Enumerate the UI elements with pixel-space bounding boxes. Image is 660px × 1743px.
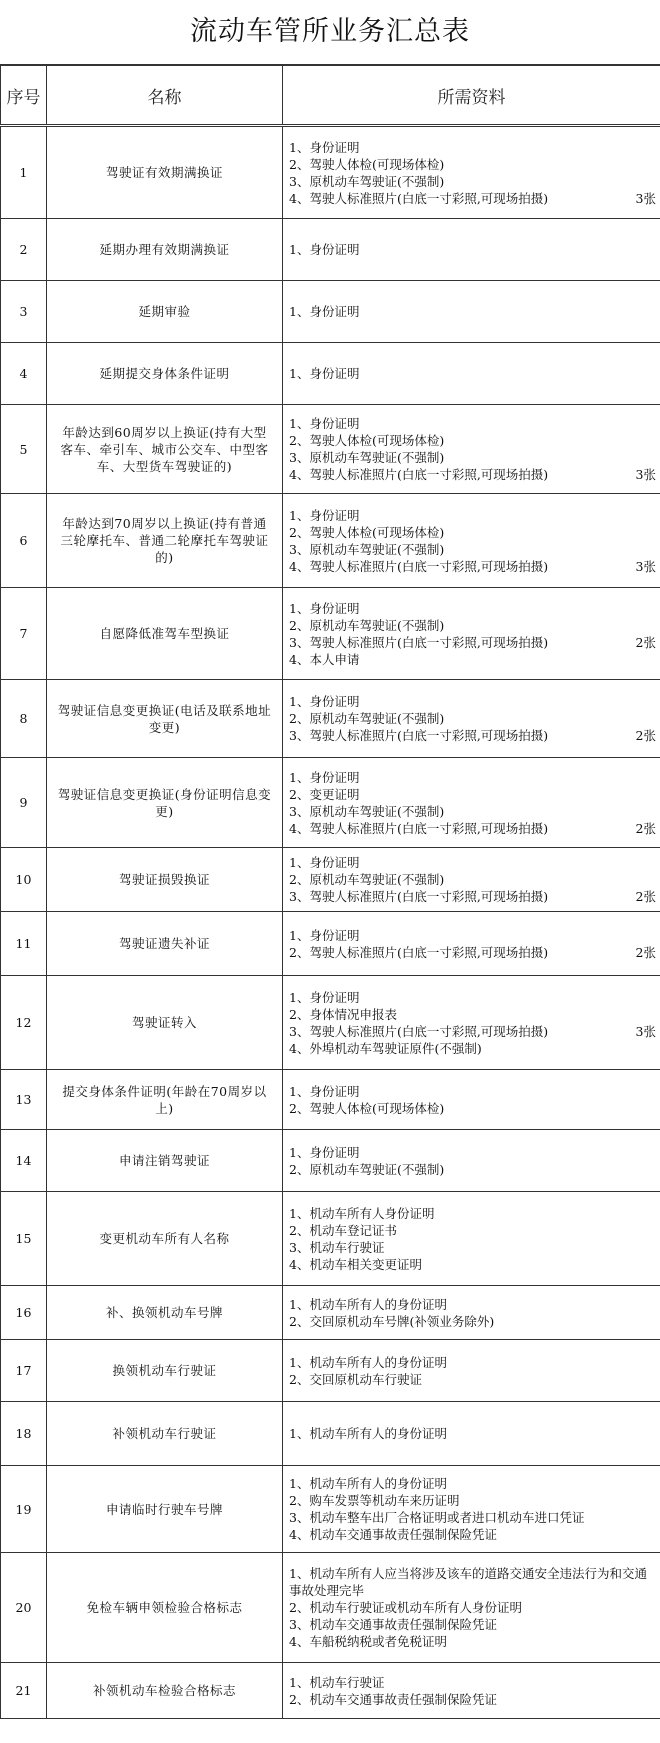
doc-item (289, 541, 656, 558)
doc-item (289, 1256, 656, 1273)
doc-text: 2、原机动车驾驶证(不强制) (289, 1161, 445, 1177)
table-row (1, 680, 660, 758)
doc-text: 2、原机动车驾驶证(不强制) (289, 872, 445, 887)
doc-item (289, 600, 656, 617)
doc-text: 1、机动车所有人的身份证明 (289, 1296, 447, 1312)
table-row (1, 1663, 660, 1719)
doc-item (289, 1222, 656, 1239)
doc-count: 3张 (635, 190, 656, 206)
doc-item (289, 1691, 656, 1708)
doc-text: 3、驾驶人标准照片(白底一寸彩照,可现场拍摄) (289, 634, 549, 650)
table-row (1, 1466, 660, 1553)
row-docs (283, 1070, 660, 1130)
doc-item (289, 415, 656, 432)
row-name: 延期办理有效期满换证 (47, 219, 283, 281)
row-index: 10 (1, 848, 47, 912)
table-row (1, 1340, 660, 1402)
table-row (1, 494, 660, 588)
row-docs (283, 1340, 660, 1402)
row-name: 驾驶证信息变更换证(电话及联系地址变更) (47, 680, 283, 758)
doc-item (289, 303, 656, 320)
doc-item (289, 1144, 656, 1161)
doc-text: 1、身份证明 (289, 366, 360, 381)
doc-text: 1、身份证明 (289, 855, 360, 870)
doc-item (289, 1023, 656, 1040)
doc-item (289, 1371, 656, 1388)
row-docs (283, 343, 660, 405)
row-name: 申请临时行驶车号牌 (47, 1466, 283, 1553)
doc-text: 1、身份证明 (289, 1144, 360, 1160)
row-index: 19 (1, 1466, 47, 1553)
doc-text: 3、原机动车驾驶证(不强制) (289, 173, 445, 189)
table-row (1, 976, 660, 1070)
doc-text: 4、机动车交通事故责任强制保险凭证 (289, 1527, 497, 1542)
doc-text: 2、机动车登记证书 (289, 1222, 397, 1238)
doc-text: 4、机动车相关变更证明 (289, 1256, 422, 1272)
row-docs (283, 912, 660, 976)
doc-count: 2张 (635, 728, 656, 743)
doc-item (289, 871, 656, 888)
table-row (1, 1070, 660, 1130)
doc-text: 4、本人申请 (289, 651, 360, 667)
row-name: 驾驶证损毁换证 (47, 848, 283, 912)
doc-item (289, 888, 656, 905)
row-name: 延期提交身体条件证明 (47, 343, 283, 405)
doc-item (289, 1239, 656, 1256)
row-name: 自愿降低准驾车型换证 (47, 588, 283, 680)
row-name: 驾驶证转入 (47, 976, 283, 1070)
row-docs (283, 588, 660, 680)
row-index: 18 (1, 1402, 47, 1466)
row-index: 20 (1, 1553, 47, 1663)
doc-item (289, 1633, 656, 1650)
doc-item (289, 139, 656, 156)
table-row (1, 126, 660, 219)
doc-item (289, 466, 656, 483)
doc-text: 3、原机动车驾驶证(不强制) (289, 803, 445, 819)
row-index: 7 (1, 588, 47, 680)
doc-text: 3、原机动车驾驶证(不强制) (289, 450, 445, 465)
doc-text: 2、原机动车驾驶证(不强制) (289, 711, 445, 726)
doc-item (289, 989, 656, 1006)
doc-text: 2、驾驶人体检(可现场体检) (289, 156, 445, 172)
doc-count: 3张 (635, 1023, 656, 1039)
row-docs (283, 126, 660, 219)
row-index: 12 (1, 976, 47, 1070)
doc-item (289, 1599, 656, 1616)
doc-text: 2、交回原机动车号牌(补领业务除外) (289, 1313, 495, 1329)
doc-text: 4、外埠机动车驾驶证原件(不强制) (289, 1040, 482, 1056)
row-name: 驾驶证信息变更换证(身份证明信息变更) (47, 758, 283, 848)
table-row (1, 588, 660, 680)
doc-item (289, 1296, 656, 1313)
doc-text: 2、购车发票等机动车来历证明 (289, 1493, 460, 1508)
doc-text: 2、驾驶人标准照片(白底一寸彩照,可现场拍摄) (289, 944, 549, 960)
row-docs (283, 1130, 660, 1192)
table-body (1, 126, 660, 1719)
table-row (1, 1130, 660, 1192)
row-docs (283, 494, 660, 588)
row-name: 补、换领机动车号牌 (47, 1286, 283, 1340)
doc-text: 3、机动车整车出厂合格证明或者进口机动车进口凭证 (289, 1510, 585, 1525)
doc-item (289, 156, 656, 173)
doc-text: 1、身份证明 (289, 139, 360, 155)
doc-item (289, 1040, 656, 1057)
doc-item (289, 1509, 656, 1526)
row-index: 16 (1, 1286, 47, 1340)
row-index: 2 (1, 219, 47, 281)
row-docs (283, 1286, 660, 1340)
doc-item (289, 1526, 656, 1543)
row-index: 8 (1, 680, 47, 758)
row-index: 15 (1, 1192, 47, 1286)
table-row (1, 281, 660, 343)
doc-item (289, 173, 656, 190)
doc-text: 3、机动车行驶证 (289, 1239, 385, 1255)
doc-item (289, 190, 656, 207)
doc-item (289, 727, 656, 744)
row-name: 提交身体条件证明(年龄在70周岁以上) (47, 1070, 283, 1130)
doc-text: 1、身份证明 (289, 769, 360, 785)
doc-text: 3、驾驶人标准照片(白底一寸彩照,可现场拍摄) (289, 1023, 549, 1039)
doc-text: 1、机动车所有人身份证明 (289, 1205, 435, 1221)
table-row (1, 1286, 660, 1340)
doc-count: 3张 (635, 558, 656, 574)
doc-text: 4、驾驶人标准照片(白底一寸彩照,可现场拍摄) (289, 190, 549, 206)
table-row (1, 1192, 660, 1286)
doc-text: 1、机动车所有人的身份证明 (289, 1426, 447, 1441)
doc-text: 1、身份证明 (289, 304, 360, 319)
table-row (1, 848, 660, 912)
doc-item (289, 693, 656, 710)
doc-text: 1、身份证明 (289, 927, 360, 943)
doc-text: 2、驾驶人体检(可现场体检) (289, 1100, 445, 1116)
row-index: 3 (1, 281, 47, 343)
doc-text: 3、原机动车驾驶证(不强制) (289, 541, 445, 557)
row-docs (283, 281, 660, 343)
doc-item (289, 1425, 656, 1442)
header-name: 名称 (47, 66, 283, 126)
doc-item (289, 1475, 656, 1492)
doc-item (289, 1565, 656, 1599)
row-docs (283, 1553, 660, 1663)
row-index: 17 (1, 1340, 47, 1402)
row-docs (283, 1192, 660, 1286)
doc-item (289, 1006, 656, 1023)
doc-text: 2、驾驶人体检(可现场体检) (289, 524, 445, 540)
doc-item (289, 1313, 656, 1330)
row-name: 换领机动车行驶证 (47, 1340, 283, 1402)
doc-text: 1、身份证明 (289, 600, 360, 616)
doc-text: 1、机动车所有人的身份证明 (289, 1354, 447, 1370)
doc-count: 2张 (635, 820, 656, 836)
doc-item (289, 1083, 656, 1100)
table-row (1, 1402, 660, 1466)
table-row (1, 912, 660, 976)
row-name: 年龄达到70周岁以上换证(持有普通三轮摩托车、普通二轮摩托车驾驶证的) (47, 494, 283, 588)
doc-item (289, 507, 656, 524)
row-docs (283, 219, 660, 281)
row-name: 免检车辆申领检验合格标志 (47, 1553, 283, 1663)
doc-item (289, 803, 656, 820)
doc-item (289, 1492, 656, 1509)
doc-item (289, 1205, 656, 1222)
doc-text: 1、身份证明 (289, 416, 360, 431)
table-row (1, 405, 660, 494)
table-row (1, 1553, 660, 1663)
doc-count: 2张 (635, 944, 656, 960)
row-name: 变更机动车所有人名称 (47, 1192, 283, 1286)
doc-item (289, 241, 656, 258)
doc-item (289, 558, 656, 575)
row-docs (283, 848, 660, 912)
row-docs (283, 758, 660, 848)
doc-item (289, 651, 656, 668)
doc-count: 2张 (635, 889, 656, 904)
header-docs: 所需资料 (283, 66, 660, 126)
doc-text: 2、变更证明 (289, 786, 360, 802)
row-name: 延期审验 (47, 281, 283, 343)
doc-item (289, 432, 656, 449)
row-name: 补领机动车行驶证 (47, 1402, 283, 1466)
row-name: 补领机动车检验合格标志 (47, 1663, 283, 1719)
header-index: 序号 (1, 66, 47, 126)
doc-text: 1、机动车行驶证 (289, 1674, 385, 1690)
doc-item (289, 365, 656, 382)
doc-item (289, 710, 656, 727)
doc-item (289, 927, 656, 944)
doc-text: 4、驾驶人标准照片(白底一寸彩照,可现场拍摄) (289, 558, 549, 574)
doc-text: 4、驾驶人标准照片(白底一寸彩照,可现场拍摄) (289, 467, 549, 482)
doc-count: 2张 (635, 634, 656, 650)
doc-item (289, 854, 656, 871)
doc-text: 1、机动车所有人应当将涉及该车的道路交通安全违法行为和交通事故处理完毕 (289, 1566, 647, 1598)
business-table (0, 65, 660, 1719)
row-index: 9 (1, 758, 47, 848)
doc-text: 4、驾驶人标准照片(白底一寸彩照,可现场拍摄) (289, 820, 549, 836)
row-name: 驾驶证有效期满换证 (47, 126, 283, 219)
row-docs (283, 976, 660, 1070)
row-index: 6 (1, 494, 47, 588)
doc-item (289, 1100, 656, 1117)
doc-text: 1、身份证明 (289, 242, 360, 257)
row-index: 14 (1, 1130, 47, 1192)
doc-item (289, 1674, 656, 1691)
row-name: 驾驶证遗失补证 (47, 912, 283, 976)
doc-text: 1、机动车所有人的身份证明 (289, 1476, 447, 1491)
row-index: 11 (1, 912, 47, 976)
row-docs (283, 1663, 660, 1719)
doc-text: 4、车船税纳税或者免税证明 (289, 1634, 447, 1649)
doc-item (289, 786, 656, 803)
doc-text: 2、交回原机动车行驶证 (289, 1371, 422, 1387)
doc-text: 1、身份证明 (289, 507, 360, 523)
table-row (1, 758, 660, 848)
row-index: 4 (1, 343, 47, 405)
doc-count: 3张 (635, 467, 656, 482)
row-index: 1 (1, 126, 47, 219)
doc-text: 3、驾驶人标准照片(白底一寸彩照,可现场拍摄) (289, 728, 549, 743)
doc-item (289, 449, 656, 466)
doc-text: 1、身份证明 (289, 989, 360, 1005)
doc-item (289, 634, 656, 651)
doc-text: 1、身份证明 (289, 1083, 360, 1099)
doc-text: 3、驾驶人标准照片(白底一寸彩照,可现场拍摄) (289, 889, 549, 904)
row-docs (283, 1402, 660, 1466)
doc-item (289, 524, 656, 541)
table-row (1, 219, 660, 281)
doc-item (289, 1616, 656, 1633)
doc-text: 3、机动车交通事故责任强制保险凭证 (289, 1617, 497, 1632)
doc-item (289, 1354, 656, 1371)
doc-item (289, 769, 656, 786)
doc-text: 2、身体情况申报表 (289, 1006, 397, 1022)
doc-text: 2、驾驶人体检(可现场体检) (289, 433, 445, 448)
row-index: 21 (1, 1663, 47, 1719)
row-docs (283, 405, 660, 494)
table-row (1, 343, 660, 405)
doc-text: 2、机动车行驶证或机动车所有人身份证明 (289, 1600, 522, 1615)
doc-text: 2、机动车交通事故责任强制保险凭证 (289, 1691, 497, 1707)
doc-item (289, 1161, 656, 1178)
row-index: 5 (1, 405, 47, 494)
doc-text: 2、原机动车驾驶证(不强制) (289, 617, 445, 633)
doc-item (289, 617, 656, 634)
header-row (1, 66, 660, 126)
row-docs (283, 1466, 660, 1553)
row-name: 申请注销驾驶证 (47, 1130, 283, 1192)
doc-item (289, 820, 656, 837)
doc-text: 1、身份证明 (289, 694, 360, 709)
row-index: 13 (1, 1070, 47, 1130)
row-docs (283, 680, 660, 758)
doc-item (289, 944, 656, 961)
page-title: 流动车管所业务汇总表 (0, 0, 660, 65)
row-name: 年龄达到60周岁以上换证(持有大型客车、牵引车、城市公交车、中型客车、大型货车驾驶证的) (47, 405, 283, 494)
